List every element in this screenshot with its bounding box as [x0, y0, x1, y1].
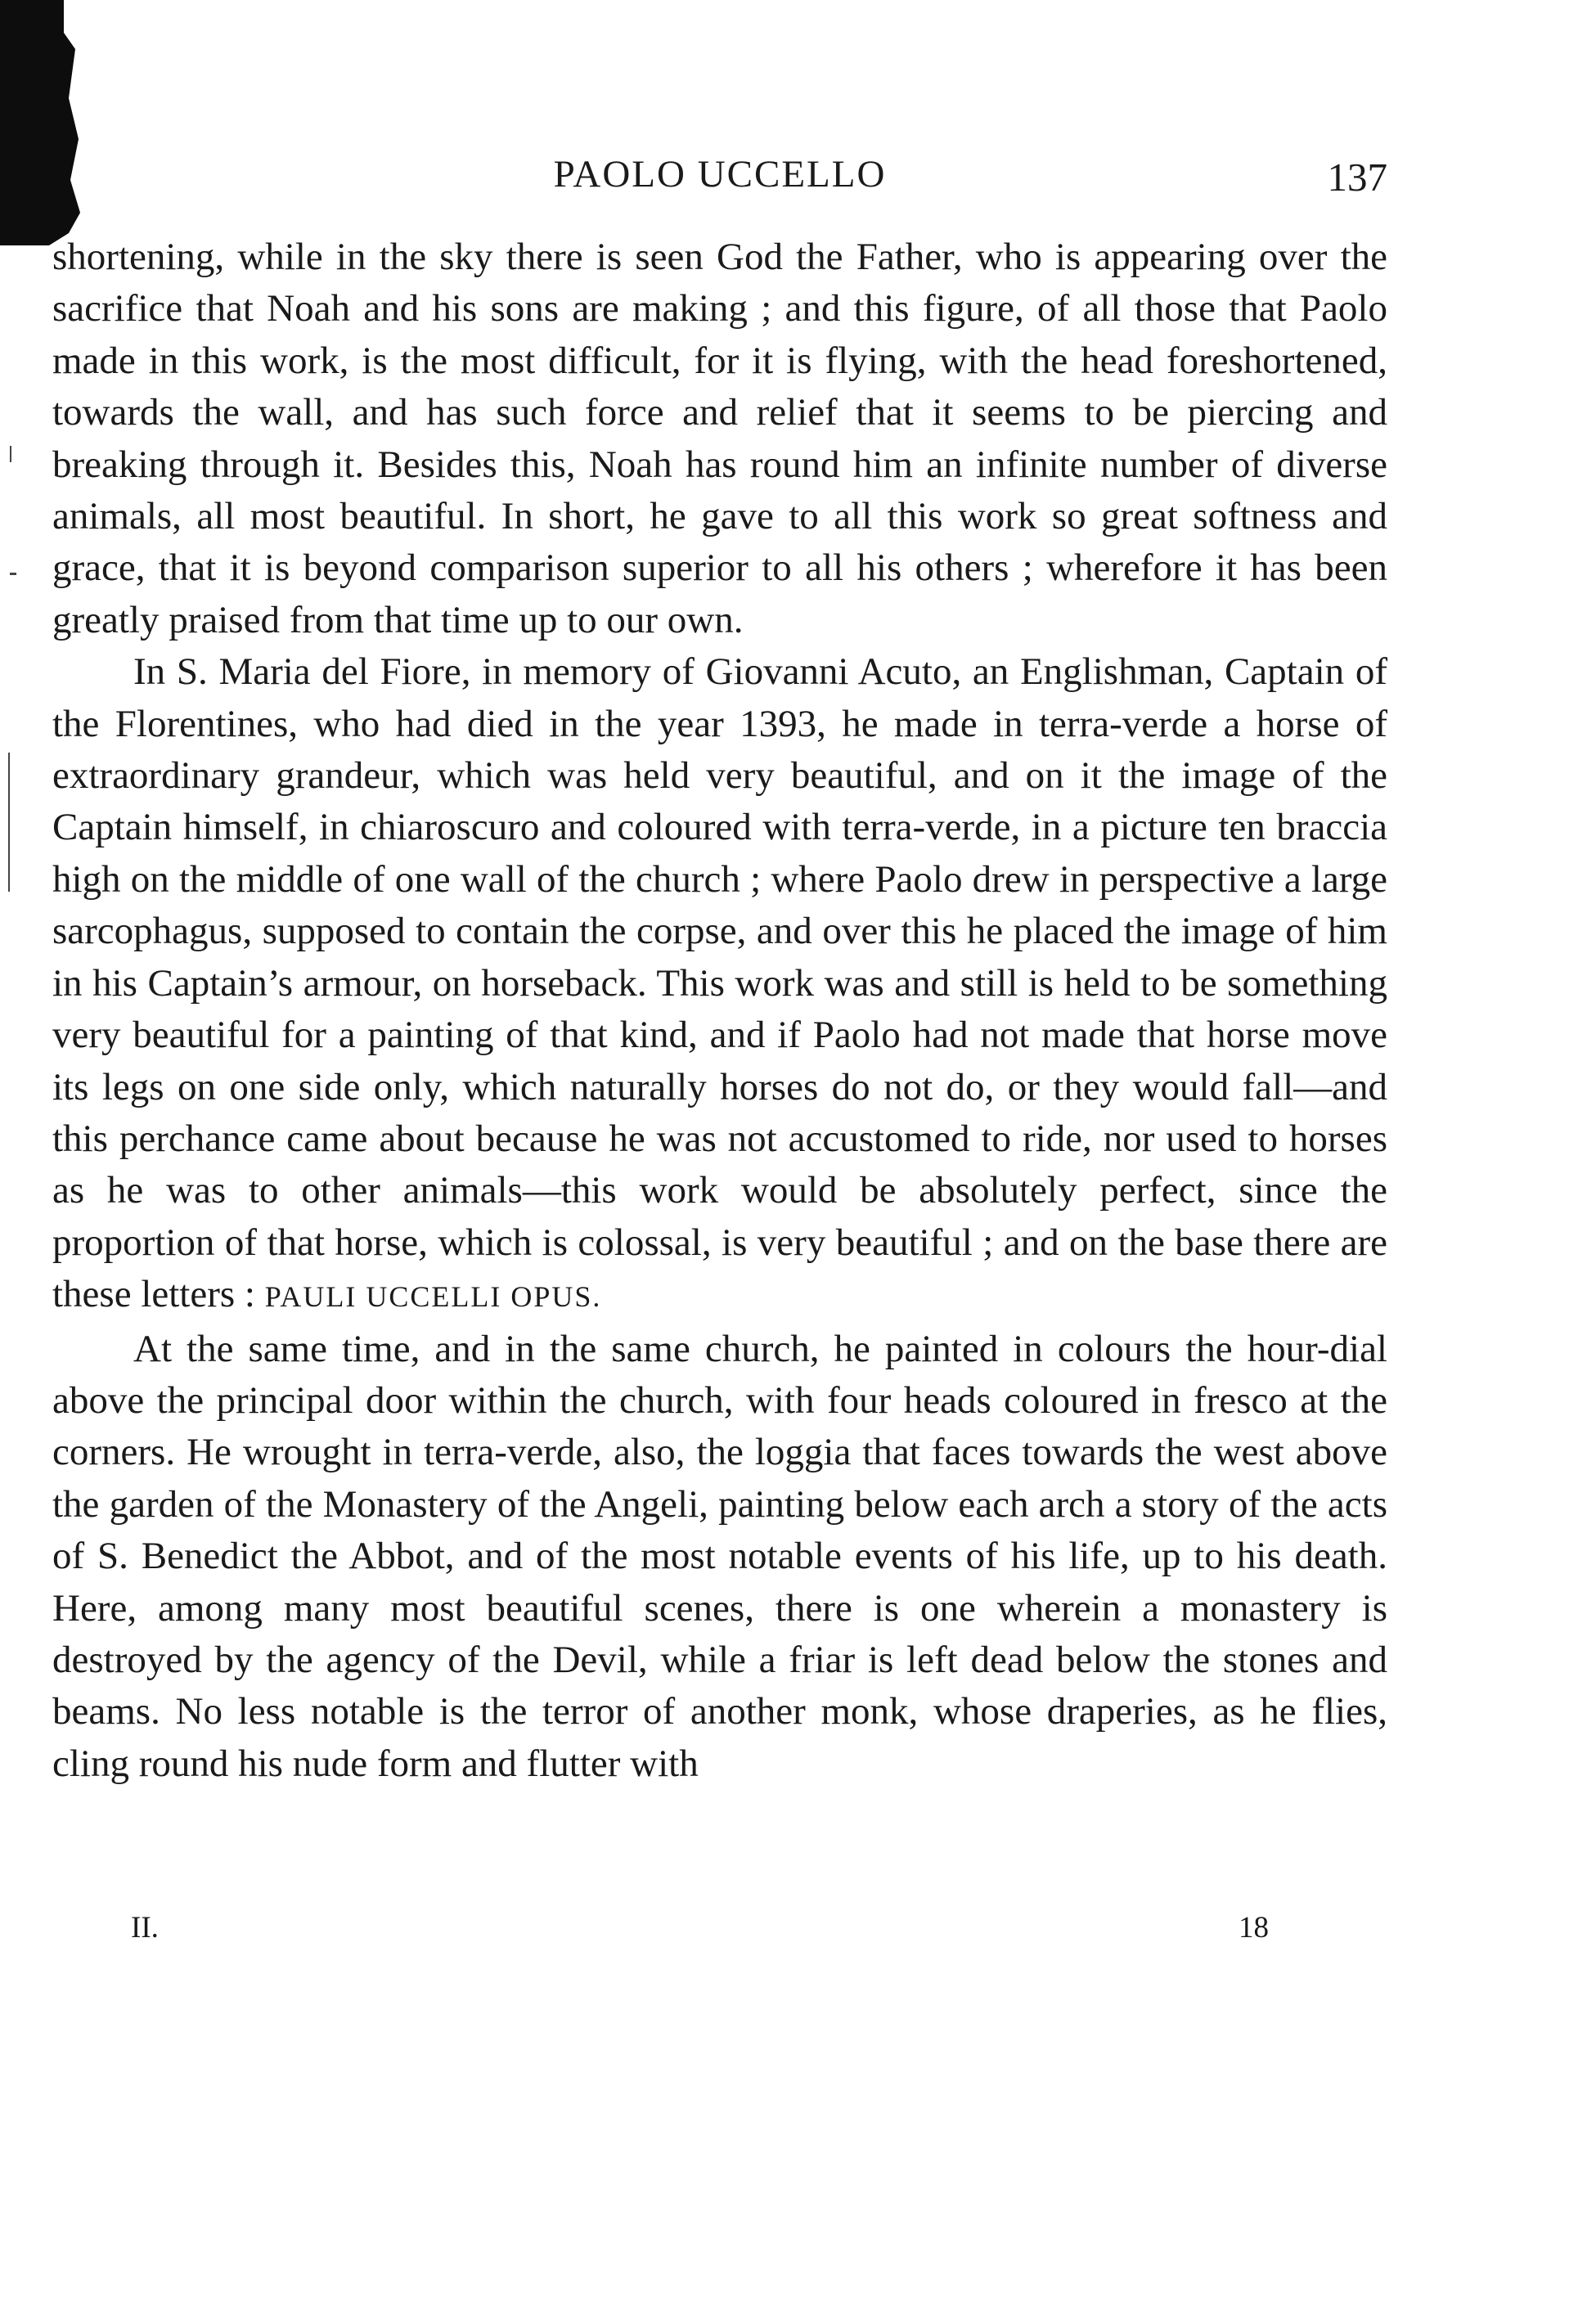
- paragraph-2-text: In S. Maria del Fiore, in memory of Giovanni Acuto, an Englishman, Captain of the Florentines, who had died in the year 1393, he made in terra-verde a horse of extraordinary grandeur, which was held very beautiful, and on it the image of the Captain himself, in chiaroscuro and coloured with terra-verde, in a picture ten braccia high on the middle of one wall of the church ; where Paolo drew in perspective a large sarcophagus, supposed to contain the corpse, and over this he placed the image of him in his Captain’s armour, on horseback. This work was and still is held to be something very beautiful for a painting of that kind, and if Paolo had not made that horse move its legs on one side only, which naturally horses do not do, or they would fall—and this perchance came about because he was not accustomed to ride, nor used to horses as he was to other animals—this work would be absolutely perfect, since the proportion of that horse, which is colossal, is very beautiful ; and on the base there are these letters :: [52, 650, 1387, 1316]
- body-text: [52, 232, 1387, 1790]
- margin-mark: [10, 446, 11, 462]
- paragraph-2: [52, 646, 1387, 1323]
- paragraph-1: shortening, while in the sky there is seen God the Father, who is appearing over the sacrifice that Noah and his sons are making ; and this figure, of all those that Paolo made in this work, is the most difficult, for it is flying, with the head foreshortened, towards the wall, and has such force and relief that it seems to be piercing and breaking through it. Besides this, Noah has round him an infinite number of diverse animals, all most beautiful. In short, he gave to all this work so great softness and grace, that it is beyond comparison superior to all his others ; wherefore it has been greatly praised from that time up to our own.: [52, 236, 1387, 641]
- margin-mark: [8, 753, 10, 892]
- page-number: 137: [1327, 155, 1387, 200]
- scan-binding-edge: [0, 0, 90, 245]
- running-title: PAOLO UCCELLO: [553, 153, 887, 196]
- signature-mark: 18: [1239, 1911, 1269, 1945]
- inscription-text: PAULI UCCELLI OPUS.: [264, 1280, 602, 1314]
- running-head: [52, 147, 1387, 205]
- paragraph-3: At the same time, and in the same church, he painted in colours the hour-dial above the principal door within the church, with four heads coloured in fresco at the corners. He wrought in terra-verde, also, the loggia that faces towards the west above the garden of the Monastery of the Angeli, painting below each arch a story of the acts of S. Benedict the Abbot, and of the most notable events of his life, up to his death. Here, among many most beautiful scenes, there is one wherein a monastery is destroyed by the agency of the Devil, while a friar is left dead below the stones and beams. No less notable is the terror of another monk, whose draperies, as he flies, cling round his nude form and flutter with: [52, 1327, 1387, 1785]
- margin-mark: [10, 573, 16, 575]
- volume-mark: II.: [131, 1911, 159, 1945]
